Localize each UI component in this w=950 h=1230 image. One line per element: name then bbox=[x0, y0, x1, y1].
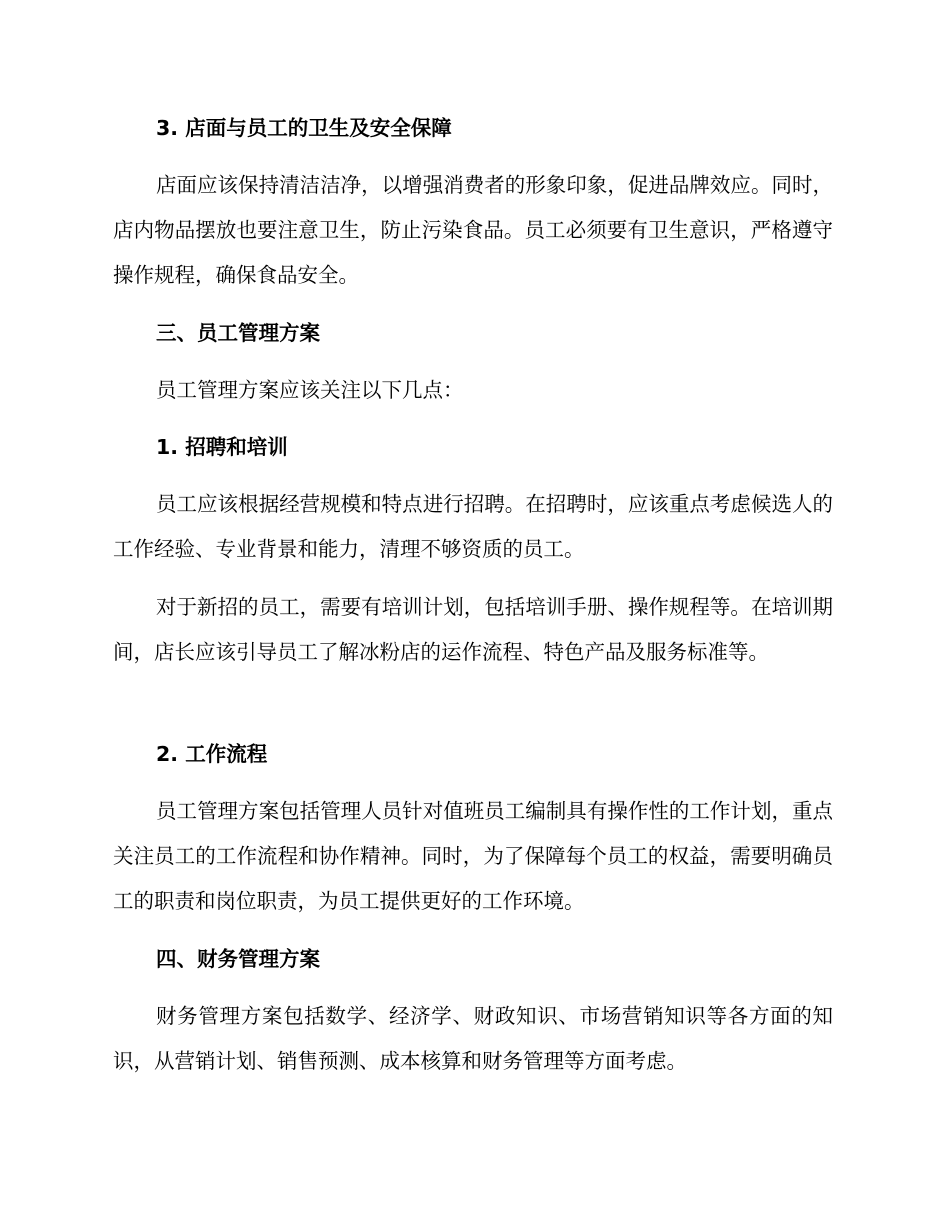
section-heading-workflow: 2. 工作流程 bbox=[156, 742, 268, 766]
paragraph-recruitment: 员工应该根据经营规模和特点进行招聘。在招聘时，应该重点考虑候选人的工作经验、专业背景和能力，清理不够资质的员工。 bbox=[113, 492, 833, 561]
section-heading-staff-management: 三、员工管理方案 bbox=[156, 321, 320, 345]
section-heading-finance: 四、财务管理方案 bbox=[156, 947, 320, 971]
paragraph-finance: 财务管理方案包括数学、经济学、财政知识、市场营销知识等各方面的知识，从营销计划、销售预测、成本核算和财务管理等方面考虑。 bbox=[113, 1004, 833, 1073]
section-heading-recruit-training: 1. 招聘和培训 bbox=[156, 435, 288, 459]
paragraph-staff-intro: 员工管理方案应该关注以下几点： bbox=[156, 378, 464, 402]
paragraph-workflow: 员工管理方案包括管理人员针对值班员工编制具有操作性的工作计划，重点关注员工的工作流程和协作精神。同时，为了保障每个员工的权益，需要明确员工的职责和岗位职责，为员工提供更好的工作环境。 bbox=[113, 799, 833, 913]
section-heading-hygiene-safety: 3. 店面与员工的卫生及安全保障 bbox=[156, 116, 452, 140]
paragraph-training: 对于新招的员工，需要有培训计划，包括培训手册、操作规程等。在培训期间，店长应该引导员工了解冰粉店的运作流程、特色产品及服务标准等。 bbox=[113, 595, 833, 664]
paragraph-store-hygiene: 店面应该保持清洁洁净，以增强消费者的形象印象，促进品牌效应。同时，店内物品摆放也要注意卫生，防止污染食品。员工必须要有卫生意识，严格遵守操作规程，确保食品安全。 bbox=[113, 173, 833, 287]
